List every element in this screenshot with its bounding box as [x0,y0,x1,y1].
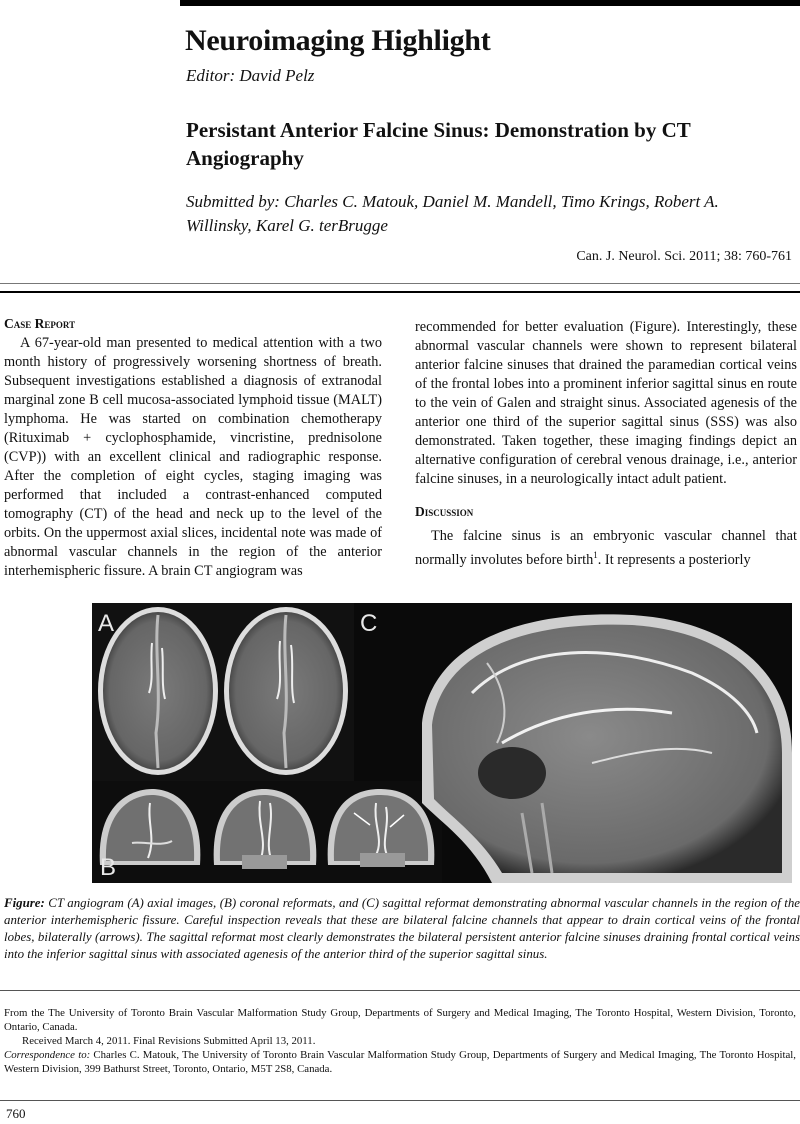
editor-line: Editor: David Pelz [186,66,315,85]
discussion-body-end: . It represents a posteriorly [597,551,751,568]
correspondence-note [4,1048,796,1076]
discussion-heading: Discussion [415,504,474,519]
header-divider-thick [0,291,800,293]
article-title: Persistant Anterior Falcine Sinus: Demonstration by CT Angiography [186,118,691,170]
page-number: 760 [6,1106,26,1121]
citation-superscript: 1 [593,550,598,560]
affiliation-note: From the The University of Toronto Brain Vascular Malformation Study Group, Departments of Surgery and Medical Imaging, The Toronto Hospital, Western Division, Toronto, Ontario, Canada. [4,1007,796,1033]
page-footer-divider [0,1100,800,1101]
caption-text: CT angiogram (A) axial images, (B) coronal reformats, and (C) sagittal reformat demonstrating abnormal vascular channels in the region of the anterior interhemispheric fissure. Careful inspection reveals that these are bilateral falcine channels that appear to drain cortical veins of the frontal lobes, bilaterally (arrows). The sagittal reformat most clearly demonstrates the bilateral persistent anterior falcine sinuses draining frontal cortical veins into the inferior sagittal sinus with associated agenesis of the anterior third of the superior sagittal sinus. [4,896,800,961]
case-report-heading: Case Report [4,316,76,331]
case-report-body: A 67-year-old man presented to medical attention with a two month history of progressively worsening shortness of breath. Subsequent investigations established a diagnosis of extranodal marginal zone B cell mucosa-associated lymphoid tissue (MALT) lymphoma. He was started on combination chemotherapy (Rituximab + cyclophosphamide, vincristine, prednisolone (CVP)) with an excellent clinical and radiographic response. After the completion of eight cycles, staging imaging was performed that included a contrast-enhanced computed tomography (CT) of the head and neck up to the level of the orbits. On the uppermost axial slices, incidental note was made of abnormal vascular channels in the region of the anterior interhemispheric fissure. A brain CT angiogram was [4,335,382,579]
case-report-continuation: recommended for better evaluation (Figure). Interestingly, these abnormal vascular channels were shown to represent bilateral anterior falcine sinuses that drained the paramedian cortical veins of the frontal lobes into a prominent inferior sagittal sinus en route to the vein of Galen and straight sinus. Associated agenesis of the anterior one third of the superior sagittal sinus (SSS) was also demonstrated. Taken together, these imaging findings depict an alternative configuration of cerebral venous drainage, i.e., anterior falcine sinuses, in a neurologically intact adult patient. [415,319,797,487]
caption-label: Figure: [4,896,45,910]
ct-angiogram-figure [92,603,792,883]
ct-images [92,603,792,883]
discussion-body-start: The falcine sinus is an embryonic vascular channel that normally involutes before birth [415,528,797,568]
panel-label-a: A [98,610,115,637]
discussion-body [415,527,797,570]
figure-caption [4,895,800,963]
axial-slice-2 [224,607,348,775]
author-list: Submitted by: Charles C. Matouk, Daniel M. Mandell, Timo Krings, Robert A. Willinsky, Karel G. terBrugge [186,192,719,235]
footnote-divider [0,990,800,991]
received-note: Received March 4, 2011. Final Revisions Submitted April 13, 2011. [22,1035,316,1047]
axial-slice-1 [98,607,218,775]
correspondence-label: Correspondence to: [4,1049,91,1061]
panel-label-c: C [360,610,378,637]
sagittal-reformat [422,614,792,883]
footnotes [4,1006,796,1076]
correspondence-text: Charles C. Matouk, The University of Toronto Brain Vascular Malformation Study Group, Departments of Surgery and Medical Imaging, The Toronto Hospital, Western Division, 399 Bathurst Street, Toronto, Ontario, M5T 2S8, Canada. [4,1049,796,1075]
header-divider [0,283,800,284]
top-rule [180,0,800,6]
journal-citation: Can. J. Neurol. Sci. 2011; 38: 760-761 [576,249,792,264]
section-title: Neuroimaging Highlight [185,24,491,57]
panel-label-b: B [100,854,117,881]
